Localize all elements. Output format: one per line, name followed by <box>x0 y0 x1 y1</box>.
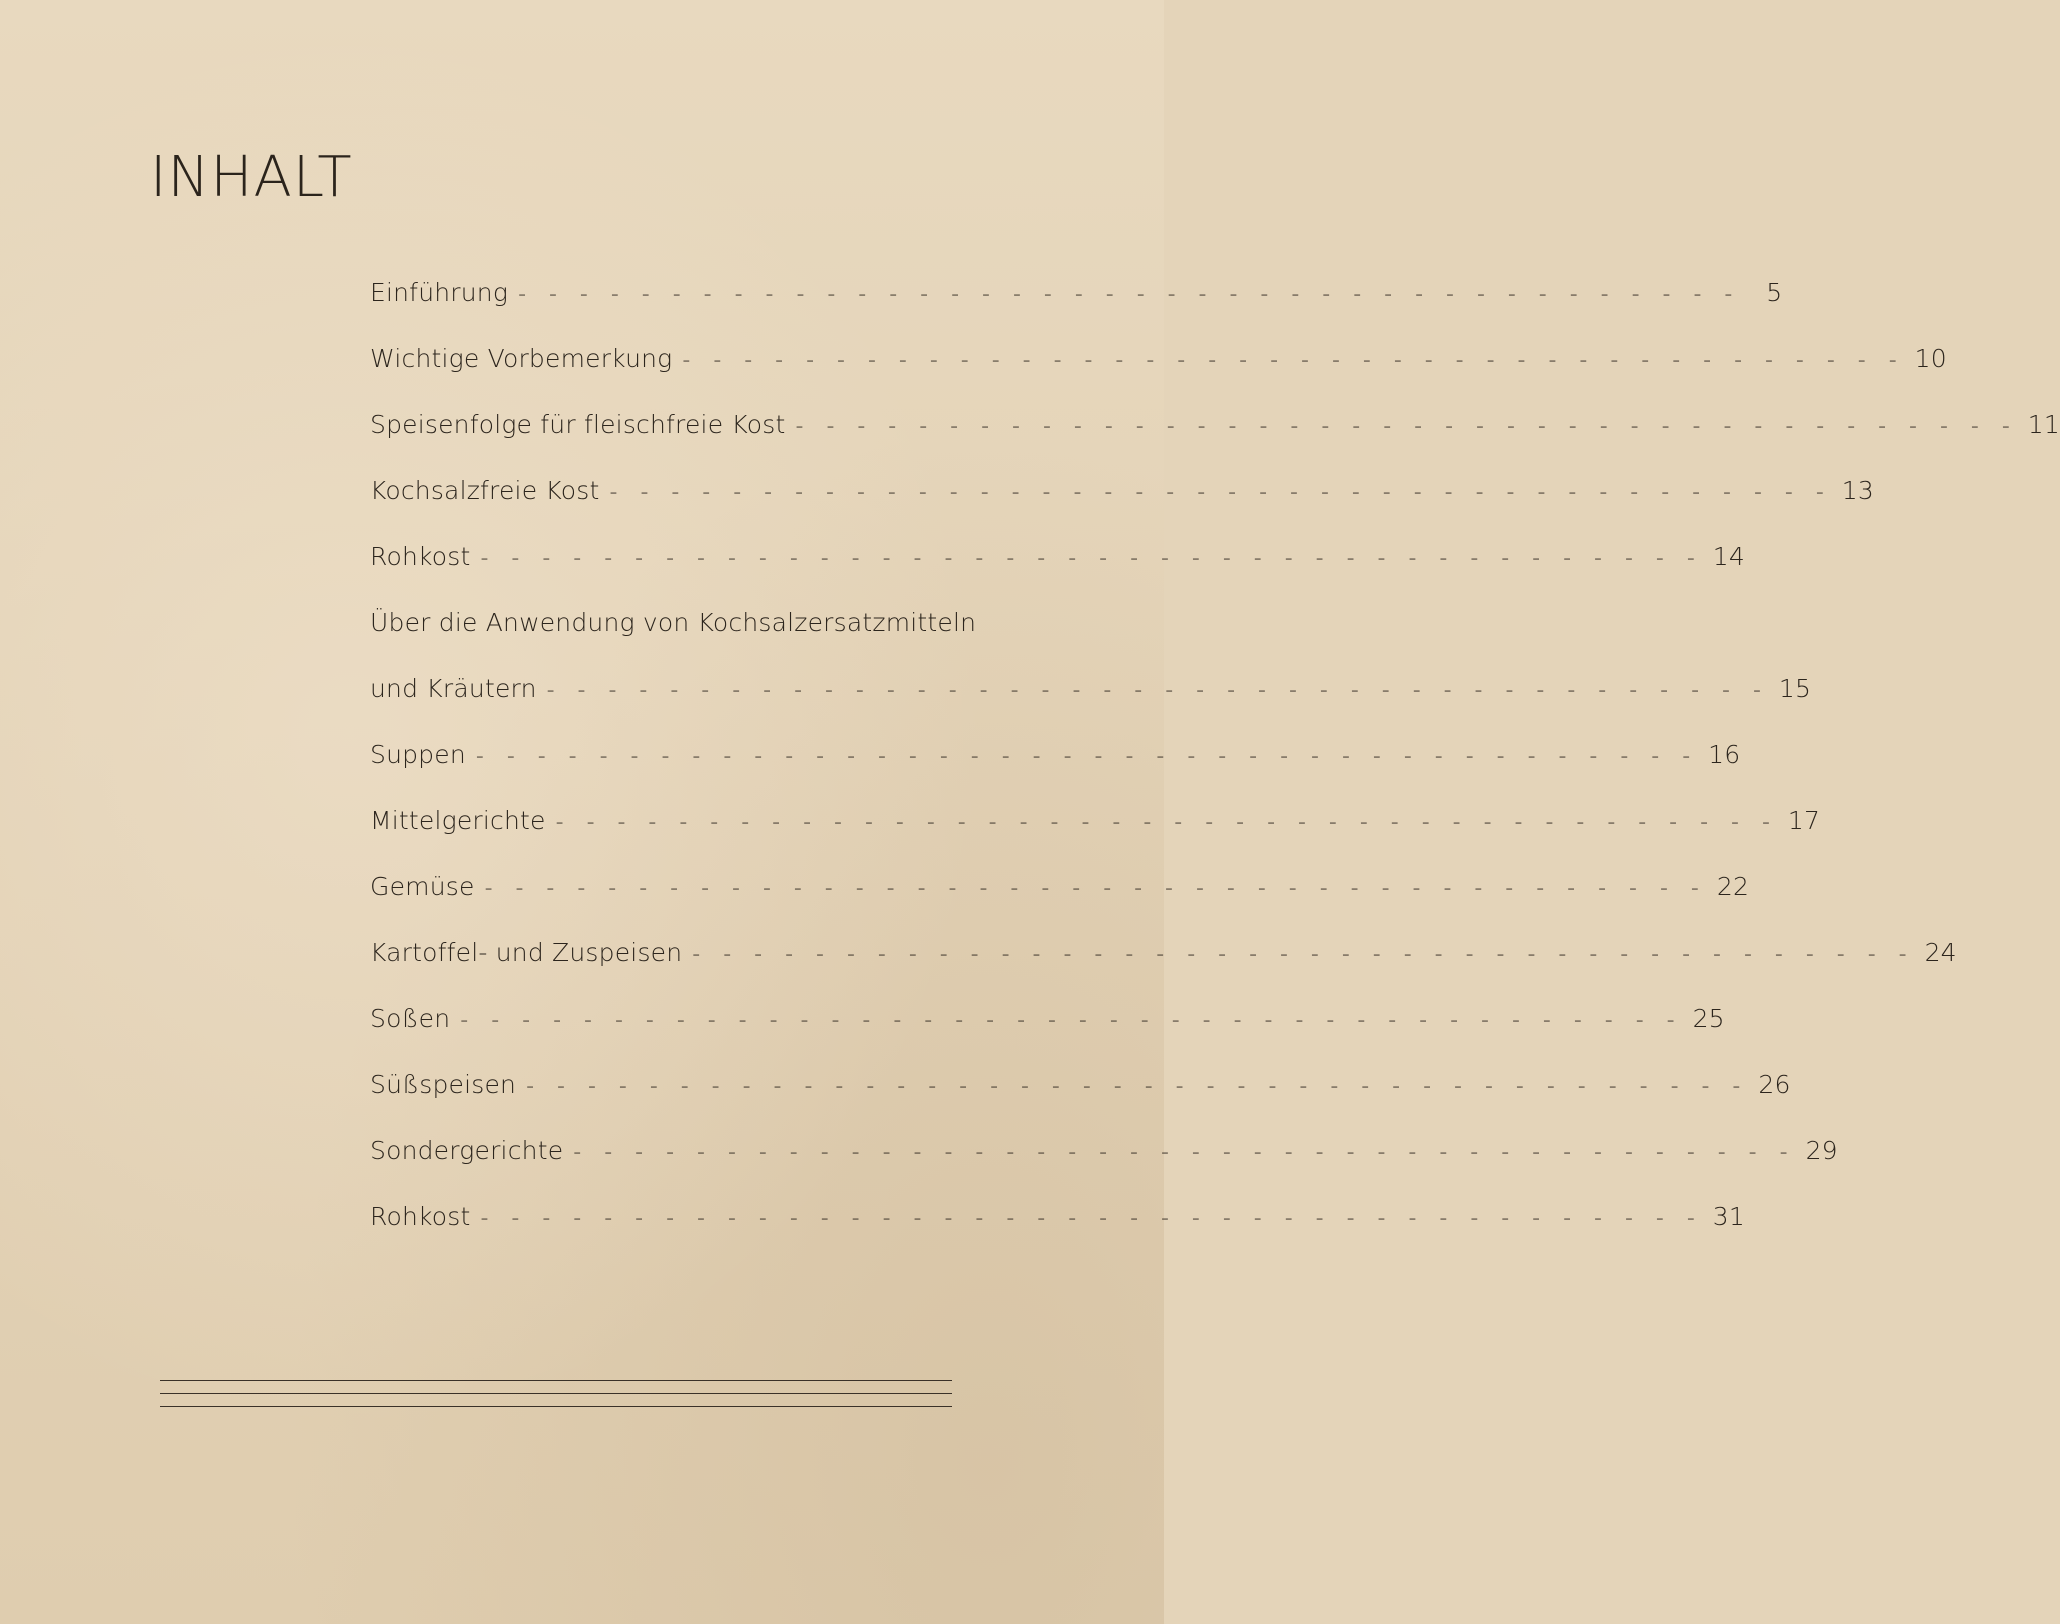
toc-entry <box>370 872 1750 938</box>
toc-entry-label: Sondergerichte <box>370 1136 564 1165</box>
toc-entry-label: Süßspeisen <box>370 1070 517 1099</box>
toc-entry-label: Rohkost <box>370 542 471 571</box>
toc-leader: - - - - - - - - - - - - - - - - - - - - - - - - - - - - - - - - - - - - - - - - <box>546 678 1769 703</box>
toc-leader: - - - - - - - - - - - - - - - - - - - - - - - - - - - - - - - - - - - - - - - - <box>460 1008 1683 1033</box>
toc-entry <box>370 410 2060 476</box>
toc-entry <box>370 938 1957 1004</box>
toc-entry-label: Mittelgerichte <box>370 806 546 835</box>
toc-entry <box>370 476 1875 542</box>
toc-page-number: 26 <box>1758 1070 1791 1099</box>
toc-leader: - - - - - - - - - - - - - - - - - - - - - - - - - - - - - - - - - - - - - - - - <box>526 1074 1749 1099</box>
toc-leader: - - - - - - - - - - - - - - - - - - - - - - - - - - - - - - - - - - - - - - - - <box>795 414 2018 439</box>
toc-entry <box>370 278 1783 344</box>
decorative-rule <box>160 1393 952 1394</box>
toc-entry-label: Wichtige Vorbemerkung <box>370 344 673 373</box>
toc-leader: - - - - - - - - - - - - - - - - - - - - - - - - - - - - - - - - - - - - - - - - <box>555 810 1778 835</box>
toc-page-number: 15 <box>1778 674 1812 703</box>
toc-entry-label: Kartoffel- und Zuspeisen <box>370 938 683 967</box>
toc-entry-label: Speisenfolge für fleischfreie Kost <box>370 410 786 439</box>
table-of-contents <box>370 278 2060 1268</box>
toc-entry <box>370 1070 1791 1136</box>
toc-leader: - - - - - - - - - - - - - - - - - - - - - - - - - - - - - - - - - - - - - - - - <box>480 546 1703 571</box>
toc-entry-label: und Kräutern <box>370 674 537 703</box>
toc-entry <box>370 1004 1725 1070</box>
toc-page-number: 5 <box>1766 278 1783 307</box>
toc-entry-label: Kochsalzfreie Kost <box>370 476 600 505</box>
toc-page-number: 16 <box>1708 740 1741 769</box>
toc-entry-label: Einführung <box>370 278 509 307</box>
toc-leader: - - - - - - - - - - - - - - - - - - - - - - - - - - - - - - - - - - - - - - - - <box>475 744 1699 769</box>
toc-entry <box>370 1136 1838 1202</box>
toc-leader: - - - - - - - - - - - - - - - - - - - - - - - - - - - - - - - - - - - - - - - - <box>518 282 1741 307</box>
toc-page-number: 17 <box>1787 806 1821 835</box>
toc-page-number: 25 <box>1692 1004 1725 1033</box>
toc-entry <box>370 1202 1745 1268</box>
toc-entry-label: Über die Anwendung von Kochsalzersatzmitteln <box>370 608 977 637</box>
toc-page-number: 22 <box>1716 872 1750 901</box>
toc-leader: - - - - - - - - - - - - - - - - - - - - - - - - - - - - - - - - - - - - - - - - <box>692 942 1915 967</box>
toc-entry-label: Suppen <box>370 740 466 769</box>
toc-entry <box>370 806 1821 872</box>
toc-page-number: 11 <box>2027 410 2060 439</box>
toc-entry <box>370 740 1741 806</box>
decorative-rule <box>160 1406 952 1407</box>
toc-entry-label: Gemüse <box>370 872 475 901</box>
toc-page-number: 24 <box>1924 938 1957 967</box>
toc-page-number: 31 <box>1712 1202 1745 1231</box>
toc-entry <box>370 674 1812 740</box>
toc-entry-continued <box>370 608 977 674</box>
toc-page-number: 29 <box>1805 1136 1838 1165</box>
toc-entry <box>370 344 1947 410</box>
toc-leader: - - - - - - - - - - - - - - - - - - - - - - - - - - - - - - - - - - - - - - - - <box>573 1140 1796 1165</box>
toc-leader: - - - - - - - - - - - - - - - - - - - - - - - - - - - - - - - - - - - - - - - - <box>609 480 1832 505</box>
toc-page-number: 14 <box>1712 542 1745 571</box>
toc-leader: - - - - - - - - - - - - - - - - - - - - - - - - - - - - - - - - - - - - - - - - <box>682 348 1905 373</box>
toc-entry-label: Rohkost <box>370 1202 471 1231</box>
decorative-rule <box>160 1380 952 1381</box>
toc-leader: - - - - - - - - - - - - - - - - - - - - - - - - - - - - - - - - - - - - - - - - <box>480 1206 1703 1231</box>
toc-leader: - - - - - - - - - - - - - - - - - - - - - - - - - - - - - - - - - - - - - - - - <box>484 876 1707 901</box>
toc-page-number: 10 <box>1914 344 1947 373</box>
toc-entry-label: Soßen <box>370 1004 451 1033</box>
page-title: INHALT <box>150 145 353 210</box>
toc-entry <box>370 542 1745 608</box>
toc-page-number: 13 <box>1841 476 1875 505</box>
